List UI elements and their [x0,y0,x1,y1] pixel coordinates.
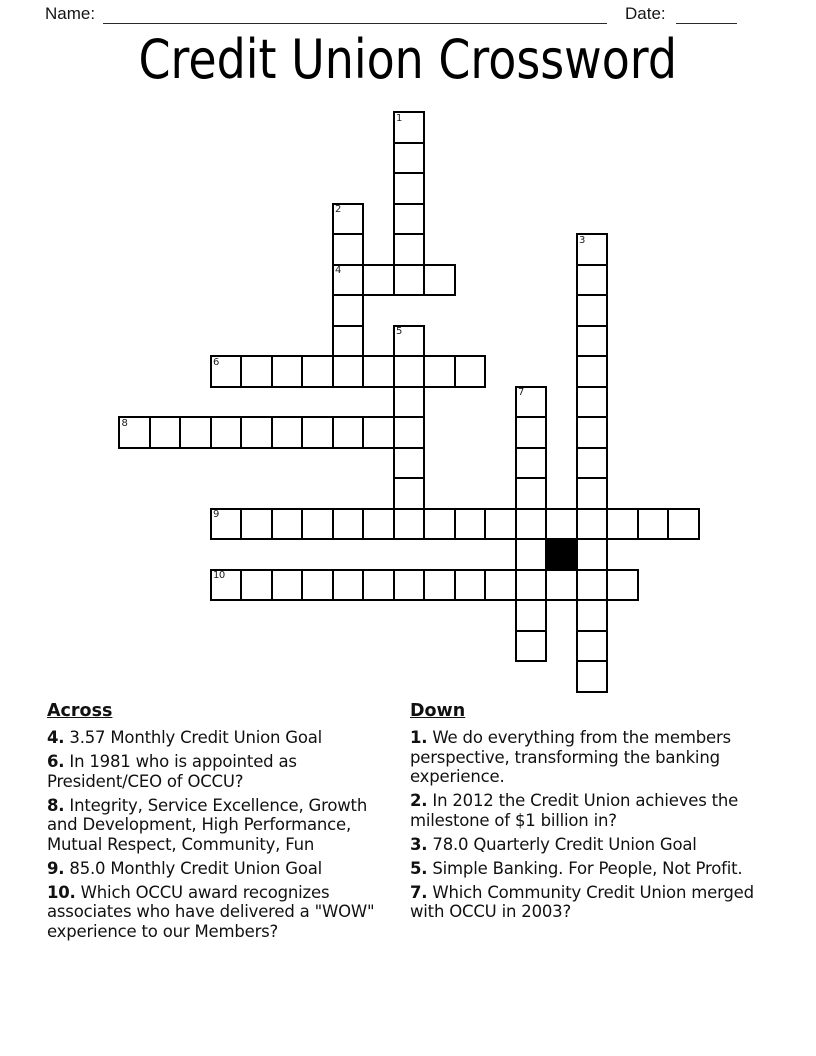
grid-cell-r10-c9[interactable] [393,416,426,449]
name-input-line[interactable] [103,5,607,24]
grid-cell-r0-c9[interactable] [393,111,426,144]
grid-cell-r15-c7[interactable] [332,569,365,602]
grid-cell-r5-c9[interactable] [393,264,426,297]
clue-down-1 [410,728,786,787]
cell-number: 7 [518,387,524,398]
grid-cell-r2-c9[interactable] [393,172,426,205]
grid-cell-r1-c9[interactable] [393,142,426,175]
grid-cell-r8-c10[interactable] [423,355,456,388]
date-label: Date: [625,4,666,23]
clue-number: 8. [47,795,65,815]
grid-cell-r6-c15[interactable] [576,294,609,327]
grid-cell-r17-c13[interactable] [515,630,548,663]
grid-cell-r15-c5[interactable] [271,569,304,602]
grid-cell-r12-c9[interactable] [393,477,426,510]
grid-cell-r13-c9[interactable] [393,508,426,541]
clue-across-8 [47,796,401,855]
grid-cell-r11-c9[interactable] [393,447,426,480]
crossword-grid [118,111,700,693]
grid-cell-r17-c15[interactable] [576,630,609,663]
clue-text: Which OCCU award recognizes associates who have delivered a "WOW" experience to our Members? [47,882,375,941]
grid-cell-r10-c8[interactable] [362,416,395,449]
grid-cell-r10-c15[interactable] [576,416,609,449]
grid-cell-r15-c13[interactable] [515,569,548,602]
grid-cell-r3-c7[interactable] [332,203,365,236]
cell-number: 10 [213,570,225,581]
clue-number: 6. [47,752,65,771]
grid-cell-r10-c13[interactable] [515,416,548,449]
grid-cell-r12-c15[interactable] [576,477,609,510]
grid-cell-r12-c13[interactable] [515,477,548,510]
grid-cell-r13-c16[interactable] [606,508,639,541]
grid-cell-r10-c6[interactable] [301,416,334,449]
grid-cell-r8-c4[interactable] [240,355,273,388]
clue-text: In 2012 the Credit Union achieves the milestone of $1 billion in? [410,791,739,830]
grid-cell-r7-c15[interactable] [576,325,609,358]
cell-number: 1 [396,112,402,124]
grid-cell-r15-c9[interactable] [393,569,426,602]
grid-cell-r8-c5[interactable] [271,355,304,388]
grid-cell-r15-c10[interactable] [423,569,456,602]
grid-cell-r9-c9[interactable] [393,386,426,419]
grid-cell-r8-c11[interactable] [454,355,487,388]
grid-cell-r13-c14[interactable] [545,508,578,541]
grid-cell-r13-c12[interactable] [484,508,517,541]
grid-cell-r15-c11[interactable] [454,569,487,602]
blocked-cell [545,538,578,571]
grid-cell-r15-c3[interactable] [210,569,243,602]
clues-down-section [410,701,786,926]
grid-cell-r3-c9[interactable] [393,203,426,236]
grid-cell-r5-c10[interactable] [423,264,456,297]
grid-cell-r4-c15[interactable] [576,233,609,266]
clue-number: 5. [410,858,428,878]
grid-cell-r13-c3[interactable] [210,508,243,541]
grid-cell-r10-c7[interactable] [332,416,365,449]
clues-across-section [47,701,401,946]
grid-cell-r7-c9[interactable] [393,325,426,358]
grid-cell-r5-c15[interactable] [576,264,609,297]
cell-number: 3 [579,234,585,246]
grid-cell-r4-c9[interactable] [393,233,426,266]
page-title: Credit Union Crossword [138,28,678,91]
grid-cell-r5-c8[interactable] [362,264,395,297]
cell-number: 6 [213,356,219,368]
grid-cell-r13-c4[interactable] [240,508,273,541]
clue-text: 78.0 Quarterly Credit Union Goal [427,834,697,854]
grid-cell-r10-c0[interactable] [118,416,151,449]
grid-cell-r8-c6[interactable] [301,355,334,388]
clue-number: 7. [410,882,428,902]
clues-down-list [410,728,786,922]
clue-number: 4. [47,728,65,747]
grid-cell-r14-c13[interactable] [515,538,548,571]
grid-cell-r14-c15[interactable] [576,538,609,571]
clue-across-10 [47,883,401,942]
clue-number: 3. [410,834,428,854]
grid-cell-r13-c10[interactable] [423,508,456,541]
grid-cell-r8-c8[interactable] [362,355,395,388]
clue-across-9 [47,859,401,879]
clue-text: 3.57 Monthly Credit Union Goal [64,728,323,747]
grid-cell-r10-c5[interactable] [271,416,304,449]
clue-down-2 [410,791,786,830]
grid-cell-r13-c6[interactable] [301,508,334,541]
clue-text: 85.0 Monthly Credit Union Goal [64,858,323,878]
clue-across-4 [47,728,401,748]
grid-cell-r15-c14[interactable] [545,569,578,602]
grid-cell-r11-c13[interactable] [515,447,548,480]
grid-cell-r13-c11[interactable] [454,508,487,541]
cell-number: 9 [213,509,219,520]
clue-number: 1. [410,728,428,747]
grid-cell-r9-c13[interactable] [515,386,548,419]
grid-cell-r10-c2[interactable] [179,416,212,449]
cell-number: 5 [396,326,402,337]
grid-cell-r8-c7[interactable] [332,355,365,388]
grid-cell-r15-c8[interactable] [362,569,395,602]
grid-cell-r11-c15[interactable] [576,447,609,480]
clue-text: In 1981 who is appointed as President/CEO of OCCU? [47,752,297,791]
clue-across-6 [47,752,401,791]
grid-cell-r15-c15[interactable] [576,569,609,602]
grid-cell-r15-c12[interactable] [484,569,517,602]
clue-text: Simple Banking. For People, Not Profit. [427,858,743,878]
clue-number: 10. [47,882,76,902]
grid-cell-r10-c3[interactable] [210,416,243,449]
grid-cell-r15-c16[interactable] [606,569,639,602]
cell-number: 4 [335,265,341,276]
clue-down-7 [410,883,786,922]
grid-cell-r13-c18[interactable] [667,508,700,541]
date-input-line[interactable] [676,5,737,24]
grid-cell-r13-c13[interactable] [515,508,548,541]
grid-cell-r4-c7[interactable] [332,233,365,266]
cell-number: 8 [121,417,128,429]
grid-cell-r15-c4[interactable] [240,569,273,602]
grid-cell-r13-c8[interactable] [362,508,395,541]
clue-down-5 [410,859,786,879]
grid-cell-r7-c7[interactable] [332,325,365,358]
grid-cell-r13-c17[interactable] [637,508,670,541]
grid-cell-r8-c3[interactable] [210,355,243,388]
grid-cell-r15-c6[interactable] [301,569,334,602]
grid-cell-r6-c7[interactable] [332,294,365,327]
grid-cell-r16-c15[interactable] [576,599,609,632]
name-label: Name: [45,4,96,23]
grid-cell-r18-c15[interactable] [576,660,609,693]
clues-across-list [47,728,401,941]
grid-cell-r13-c5[interactable] [271,508,304,541]
grid-cell-r5-c7[interactable] [332,264,365,297]
grid-cell-r13-c7[interactable] [332,508,365,541]
grid-cell-r16-c13[interactable] [515,599,548,632]
clue-text: Integrity, Service Excellence, Growth and Development, High Performance, Mutual Respect, Community, Fun [47,795,368,854]
clue-down-3 [410,835,786,855]
clue-text: We do everything from the members perspective, transforming the banking experience. [410,728,731,786]
grid-cell-r10-c4[interactable] [240,416,273,449]
cell-number: 2 [335,204,341,215]
across-heading: Across [47,701,113,721]
grid-cell-r13-c15[interactable] [576,508,609,541]
clue-number: 9. [47,858,65,878]
grid-cell-r8-c15[interactable] [576,355,609,388]
down-heading: Down [410,701,466,721]
grid-cell-r10-c1[interactable] [149,416,182,449]
grid-cell-r9-c15[interactable] [576,386,609,419]
clue-number: 2. [410,791,428,810]
clue-text: Which Community Credit Union merged with OCCU in 2003? [410,882,754,921]
grid-cell-r8-c9[interactable] [393,355,426,388]
